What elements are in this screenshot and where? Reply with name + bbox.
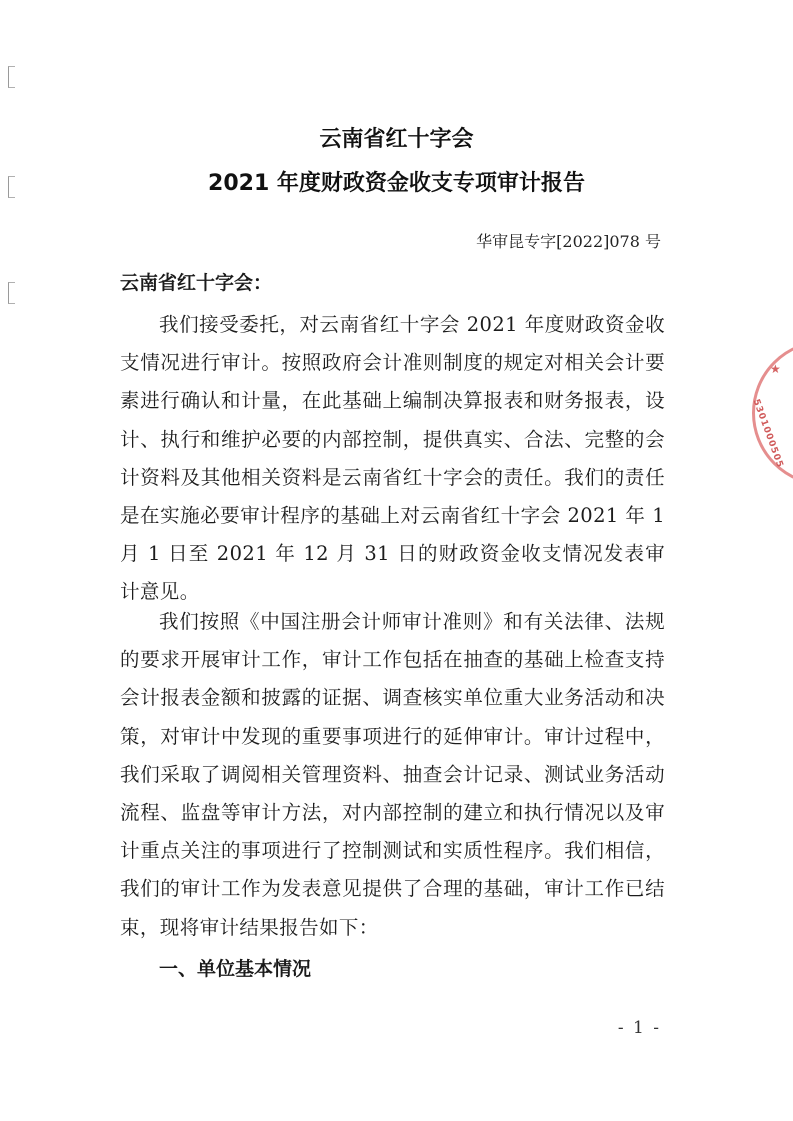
section-heading: 一、单位基本情况 <box>159 958 312 980</box>
binding-mark-top <box>8 66 15 88</box>
report-title-subject: 2021 年度财政资金收支专项审计报告 <box>208 171 585 196</box>
seal-number: 5301000505 <box>750 398 785 470</box>
page-number: - 1 - <box>617 1018 661 1038</box>
paragraph-engagement: 我们接受委托，对云南省红十字会 2021 年度财政资金收支情况进行审计。按照政府会计准则制度的规定对相关会计要素进行确认和计量，在此基础上编制决算报表和财务报表，设计、执行和维护必要的内部控制，提供真实、合法、完整的会计资料及其他相关资料是云南省红十字会的责任。我们的责任是在实施必要审计程序的基础上对云南省红十字会 2021 年 1 月 1 日至 2021 年 12 月 31 日的财政资金收支情况发表审计意见。 <box>120 313 665 604</box>
paragraph-audit-scope: 我们按照《中国注册会计师审计准则》和有关法律、法规的要求开展审计工作，审计工作包括在抽查的基础上检查支持会计报表金额和披露的证据、调查核实单位重大业务活动和决策，对审计中发现的重要事项进行的延伸审计。审计过程中，我们采取了调阅相关管理资料、抽查会计记录、测试业务活动流程、监盘等审计方法，对内部控制的建立和执行情况以及审计重点关注的事项进行了控制测试和实质性程序。我们相信，我们的审计工作为发表意见提供了合理的基础，审计工作已结束，现将审计结果报告如下： <box>120 610 665 939</box>
seal-star-icon: ★ <box>770 362 781 376</box>
document-number: 华审昆专字[2022]078 号 <box>476 232 661 251</box>
binding-mark-bottom <box>8 282 15 304</box>
addressee: 云南省红十字会： <box>120 272 273 294</box>
report-title-organization: 云南省红十字会 <box>319 127 474 152</box>
